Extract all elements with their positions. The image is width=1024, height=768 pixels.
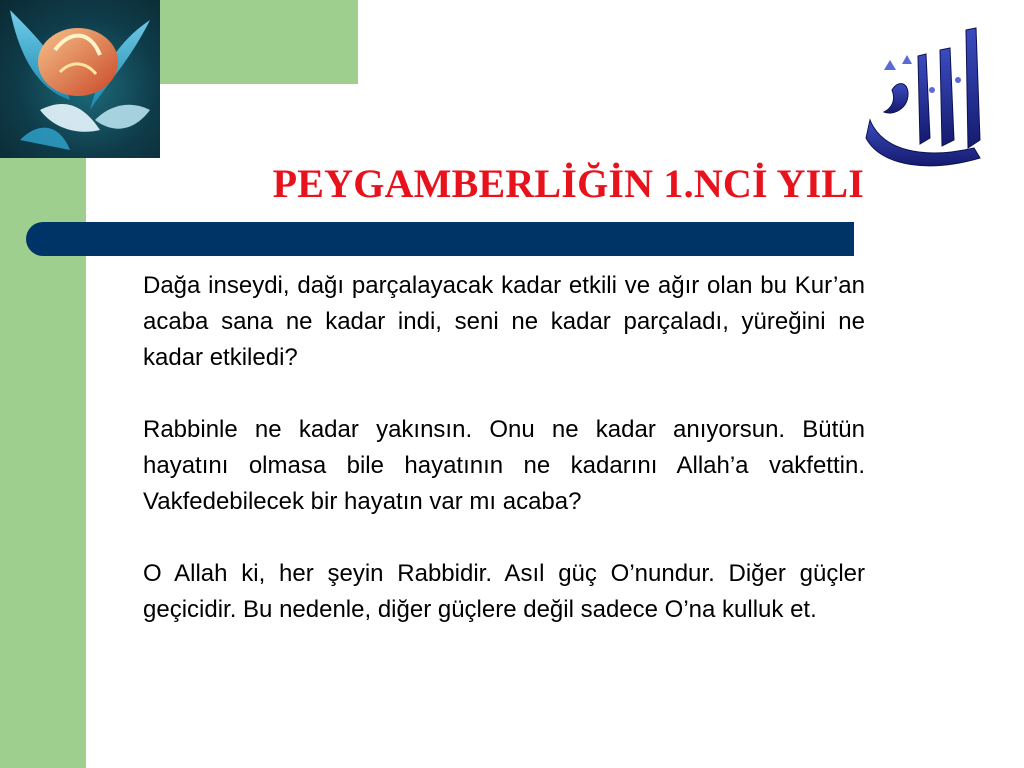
slide-body (143, 268, 865, 664)
corner-art-image (0, 0, 160, 158)
paragraph-2: Rabbinle ne kadar yakınsın. Onu ne kadar anıyorsun. Bütün hayatını olmasa bile hayatının ne kadarını Allah’a vakfettin. Vakfedebilecek bir hayatın var mı acaba? (143, 416, 865, 515)
paragraph-1: Dağa inseydi, dağı parçalayacak kadar etkili ve ağır olan bu Kur’an acaba sana ne kadar indi, seni ne kadar parçaladı, yüreğini ne kadar etkiledi? (143, 272, 865, 371)
allah-calligraphy-logo (862, 20, 1002, 170)
title-divider-bar (26, 222, 854, 256)
slide-title: PEYGAMBERLİĞİN 1.NCİ YILI (272, 161, 864, 206)
paragraph-3: O Allah ki, her şeyin Rabbidir. Asıl güç O’nundur. Diğer güçler geçicidir. Bu nedenle, diğer güçlere değil sadece O’na kulluk et. (143, 560, 865, 623)
